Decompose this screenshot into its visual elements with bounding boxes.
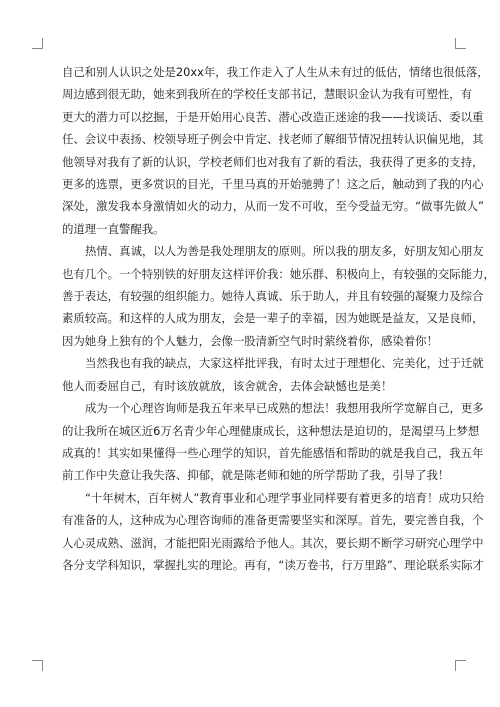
paragraph (62, 487, 485, 577)
text-line: 前工作中失意让我失落、抑郁，就是陈老师和她的所学帮助了我，引导了我！ (62, 468, 450, 483)
crop-mark-bottom-right (455, 660, 466, 671)
text-line: 他领导对我有了新的认识，学校老师们也对我有了新的看法，我获得了更多的支持， (62, 154, 484, 169)
text-line: 成为一个心理咨询师是我五年来早已成熟的想法！我想用我所学宽解自己，更多 (85, 401, 484, 416)
text-line: 的道理一直警醒我。 (62, 221, 165, 236)
text-line: 任、会议中表扬、校领导班子例会中肯定、找老师了解细节情况扭转认识偏见地，其 (62, 132, 484, 147)
text-line: 更多的选票，更多赏识的目光，千里马真的开始驰骋了！这之后，触动到了我的内心 (62, 177, 484, 192)
text-line: 有准备的人，这种成为心理咨询师的准备更需要坚实和深厚。首先，要完善自我，个 (62, 513, 484, 528)
paragraph (62, 240, 495, 352)
paragraph (62, 352, 484, 397)
paragraph (62, 397, 484, 487)
crop-mark-top-right (455, 38, 466, 49)
crop-mark-top-left (32, 38, 43, 49)
text-line: 的让我所在城区近6万名青少年心理健康成长，这种想法是迫切的，是渴望马上梦想 (62, 423, 480, 438)
paragraph (62, 61, 489, 240)
text-line: 热情、真诚，以人为善是我处理朋友的原则。所以我的朋友多，好朋友知心朋友 (85, 244, 484, 259)
text-line: 周边感到很无助，她来到我所在的学校任支部书记，慧眼识金认为我有可塑性，有 (62, 87, 473, 102)
document-body (62, 61, 495, 576)
text-line: 人心灵成熟、滋润，才能把阳光雨露给予他人。其次，要长期不断学习研究心理学中 (62, 535, 484, 550)
text-line: 成真的！其实如果懂得一些心理学的知识，首先能感悟和帮助的就是我自己，我五年 (62, 445, 484, 460)
text-line: 素质较高。和这样的人成为朋友，会是一辈子的幸福，因为她既是益友，又是良师， (62, 311, 484, 326)
text-line: 更大的潜力可以挖掘，于是开始用心良苦、潜心改造正迷途的我——找谈话、委以重 (62, 109, 484, 124)
text-line: 深处，激发我本身激情如火的动力，从而一发不可收，至今受益无穷。“做事先做人” (62, 199, 484, 214)
crop-mark-bottom-left (32, 660, 43, 671)
text-line: 自己和别人认识之处是20xx年，我工作走入了人生从未有过的低估，情绪也很低落， (62, 65, 489, 79)
text-line: 因为她身上独有的个人魅力，会像一股清新空气时时萦绕着你，感染着你！ (62, 333, 438, 348)
text-line: 也有几个。一个特别铁的好朋友这样评价我：她乐群、积极向上，有较强的交际能力， (62, 266, 495, 281)
text-line: 各分支学科知识，掌握扎实的理论。再有，“读万卷书，行万里路”、理论联系实际才 (62, 557, 484, 572)
text-line: 他人而委屈自己，有时该放就放，该舍就舍，去体会缺憾也是美！ (62, 378, 393, 393)
text-line: “十年树木，百年树人”教育事业和心理学事业同样要有着更多的培育！成功只给 (85, 490, 485, 505)
text-line: 善于表达，有较强的组织能力。她待人真诚、乐于助人，并且有较强的凝聚力及综合 (62, 289, 484, 304)
text-line: 当然我也有我的缺点，大家这样批评我，有时太过于理想化、完美化，过于迁就 (85, 356, 484, 371)
